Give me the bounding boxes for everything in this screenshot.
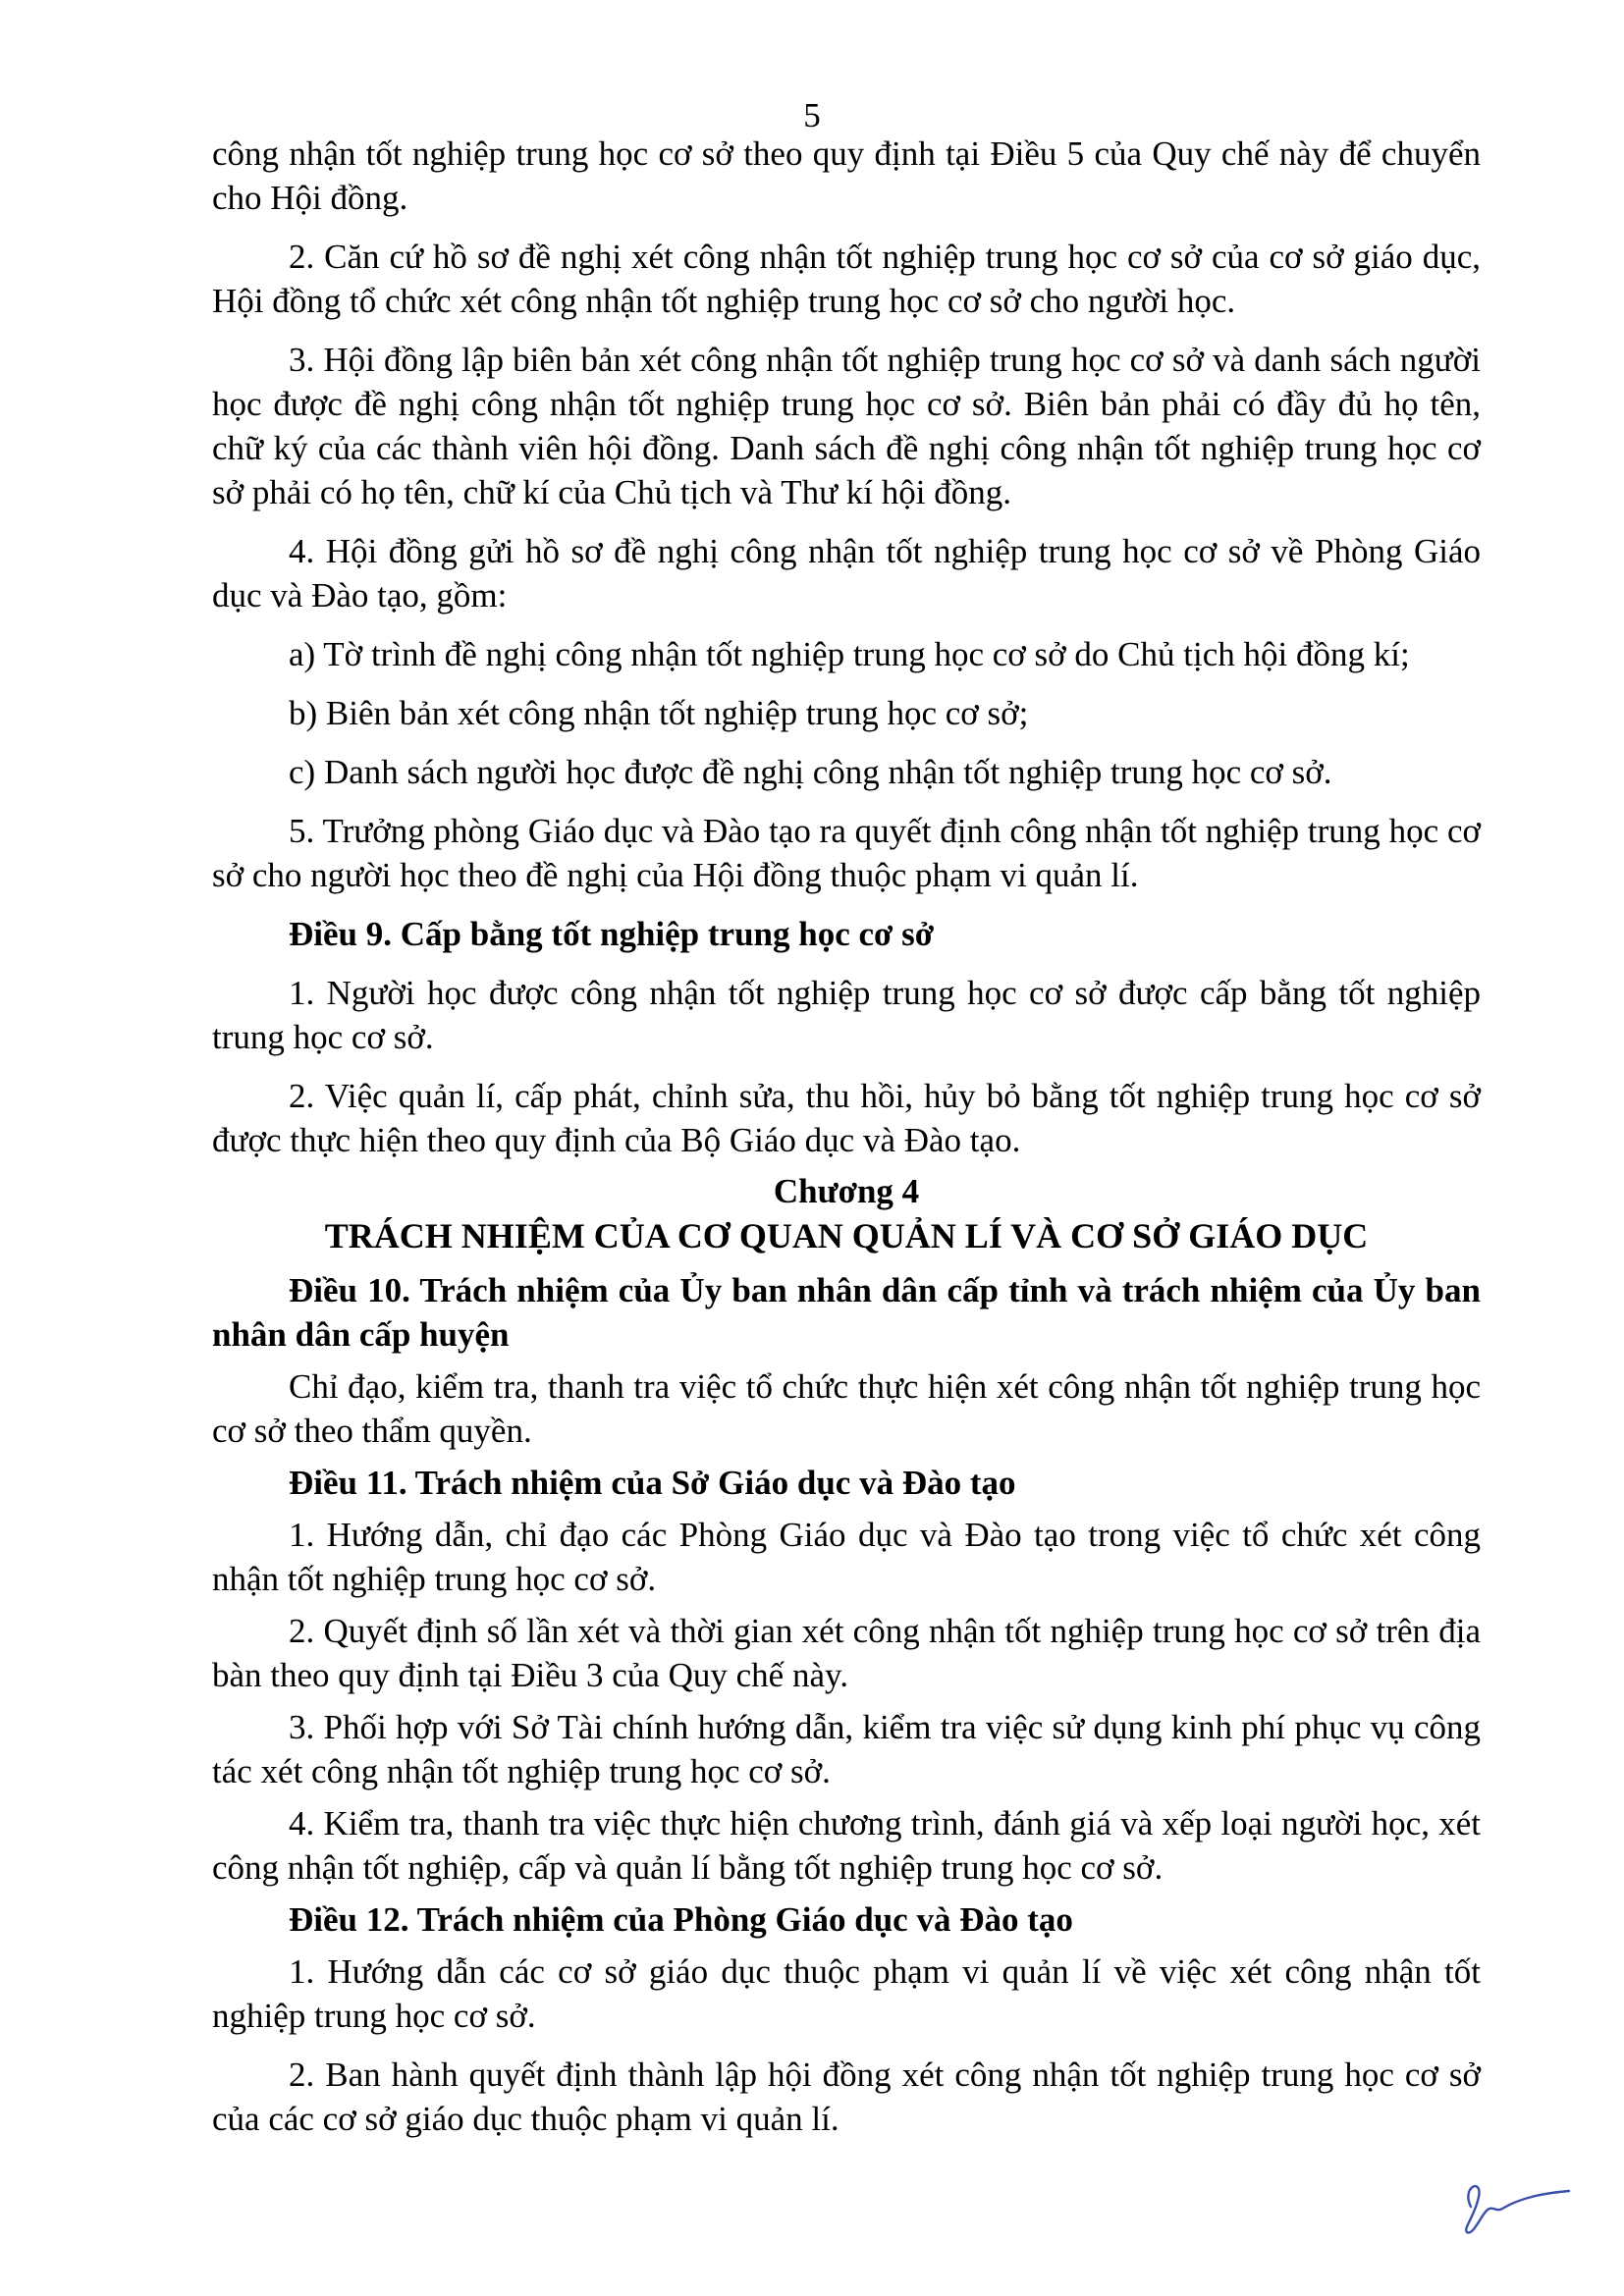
paragraph: 4. Kiểm tra, thanh tra việc thực hiện chương trình, đánh giá và xếp loại người học, xét công nhận tốt nghiệp, cấp và quản lí bằng tốt nghiệp trung học cơ sở. xyxy=(212,1804,1481,1887)
article-heading: Điều 10. Trách nhiệm của Ủy ban nhân dân cấp tỉnh và trách nhiệm của Ủy ban nhân dân cấp huyện xyxy=(212,1271,1481,1354)
chapter-label: Chương 4 xyxy=(773,1172,920,1210)
article-heading: Điều 12. Trách nhiệm của Phòng Giáo dục và Đào tạo xyxy=(289,1900,1073,1939)
paragraph: 1. Hướng dẫn các cơ sở giáo dục thuộc phạm vi quản lí về việc xét công nhận tốt nghiệp trung học cơ sở. xyxy=(212,1952,1481,2035)
paragraph: 5. Trưởng phòng Giáo dục và Đào tạo ra quyết định công nhận tốt nghiệp trung học cơ sở cho người học theo đề nghị của Hội đồng thuộc phạm vi quản lí. xyxy=(212,812,1481,894)
paragraph: 2. Việc quản lí, cấp phát, chỉnh sửa, thu hồi, hủy bỏ bằng tốt nghiệp trung học cơ sở được thực hiện theo quy định của Bộ Giáo dục và Đào tạo. xyxy=(212,1077,1481,1159)
page-number: 5 xyxy=(803,96,821,134)
chapter-title: TRÁCH NHIỆM CỦA CƠ QUAN QUẢN LÍ VÀ CƠ SỞ GIÁO DỤC xyxy=(324,1216,1369,1255)
paragraph: công nhận tốt nghiệp trung học cơ sở theo quy định tại Điều 5 của Quy chế này để chuyển cho Hội đồng. xyxy=(212,134,1481,217)
article-heading: Điều 11. Trách nhiệm của Sở Giáo dục và Đào tạo xyxy=(289,1464,1016,1502)
paragraph: 2. Ban hành quyết định thành lập hội đồng xét công nhận tốt nghiệp trung học cơ sở của các cơ sở giáo dục thuộc phạm vi quản lí. xyxy=(212,2056,1481,2138)
paragraph: 3. Phối hợp với Sở Tài chính hướng dẫn, kiểm tra việc sử dụng kinh phí phục vụ công tác xét công nhận tốt nghiệp trung học cơ sở. xyxy=(212,1708,1481,1790)
paragraph: Chỉ đạo, kiểm tra, thanh tra việc tổ chức thực hiện xét công nhận tốt nghiệp trung học cơ sở theo thẩm quyền. xyxy=(212,1367,1481,1450)
paragraph: 2. Căn cứ hồ sơ đề nghị xét công nhận tốt nghiệp trung học cơ sở của cơ sở giáo dục, Hội đồng tổ chức xét công nhận tốt nghiệp trung học cơ sở cho người học. xyxy=(212,238,1481,320)
list-item: a) Tờ trình đề nghị công nhận tốt nghiệp trung học cơ sở do Chủ tịch hội đồng kí; xyxy=(289,635,1410,673)
article-heading: Điều 9. Cấp bằng tốt nghiệp trung học cơ sở xyxy=(289,915,935,953)
paragraph: 4. Hội đồng gửi hồ sơ đề nghị công nhận tốt nghiệp trung học cơ sở về Phòng Giáo dục và Đào tạo, gồm: xyxy=(212,532,1481,614)
paragraph: 1. Hướng dẫn, chỉ đạo các Phòng Giáo dục và Đào tạo trong việc tổ chức xét công nhận tốt nghiệp trung học cơ sở. xyxy=(212,1516,1481,1598)
handwritten-initials-signature xyxy=(1453,2167,1571,2236)
list-item: b) Biên bản xét công nhận tốt nghiệp trung học cơ sở; xyxy=(289,694,1029,732)
list-item: c) Danh sách người học được đề nghị công nhận tốt nghiệp trung học cơ sở. xyxy=(289,753,1332,791)
paragraph: 2. Quyết định số lần xét và thời gian xét công nhận tốt nghiệp trung học cơ sở trên địa bàn theo quy định tại Điều 3 của Quy chế này. xyxy=(212,1612,1481,1694)
paragraph: 3. Hội đồng lập biên bản xét công nhận tốt nghiệp trung học cơ sở và danh sách người học được đề nghị công nhận tốt nghiệp trung học cơ sở. Biên bản phải có đầy đủ họ tên, chữ ký của các thành viên hội đồng. Danh sách đề nghị công nhận tốt nghiệp trung học cơ sở phải có họ tên, chữ kí của Chủ tịch và Thư kí hội đồng. xyxy=(212,341,1481,511)
paragraph: 1. Người học được công nhận tốt nghiệp trung học cơ sở được cấp bằng tốt nghiệp trung học cơ sở. xyxy=(212,974,1481,1056)
document-body xyxy=(212,132,1481,2156)
